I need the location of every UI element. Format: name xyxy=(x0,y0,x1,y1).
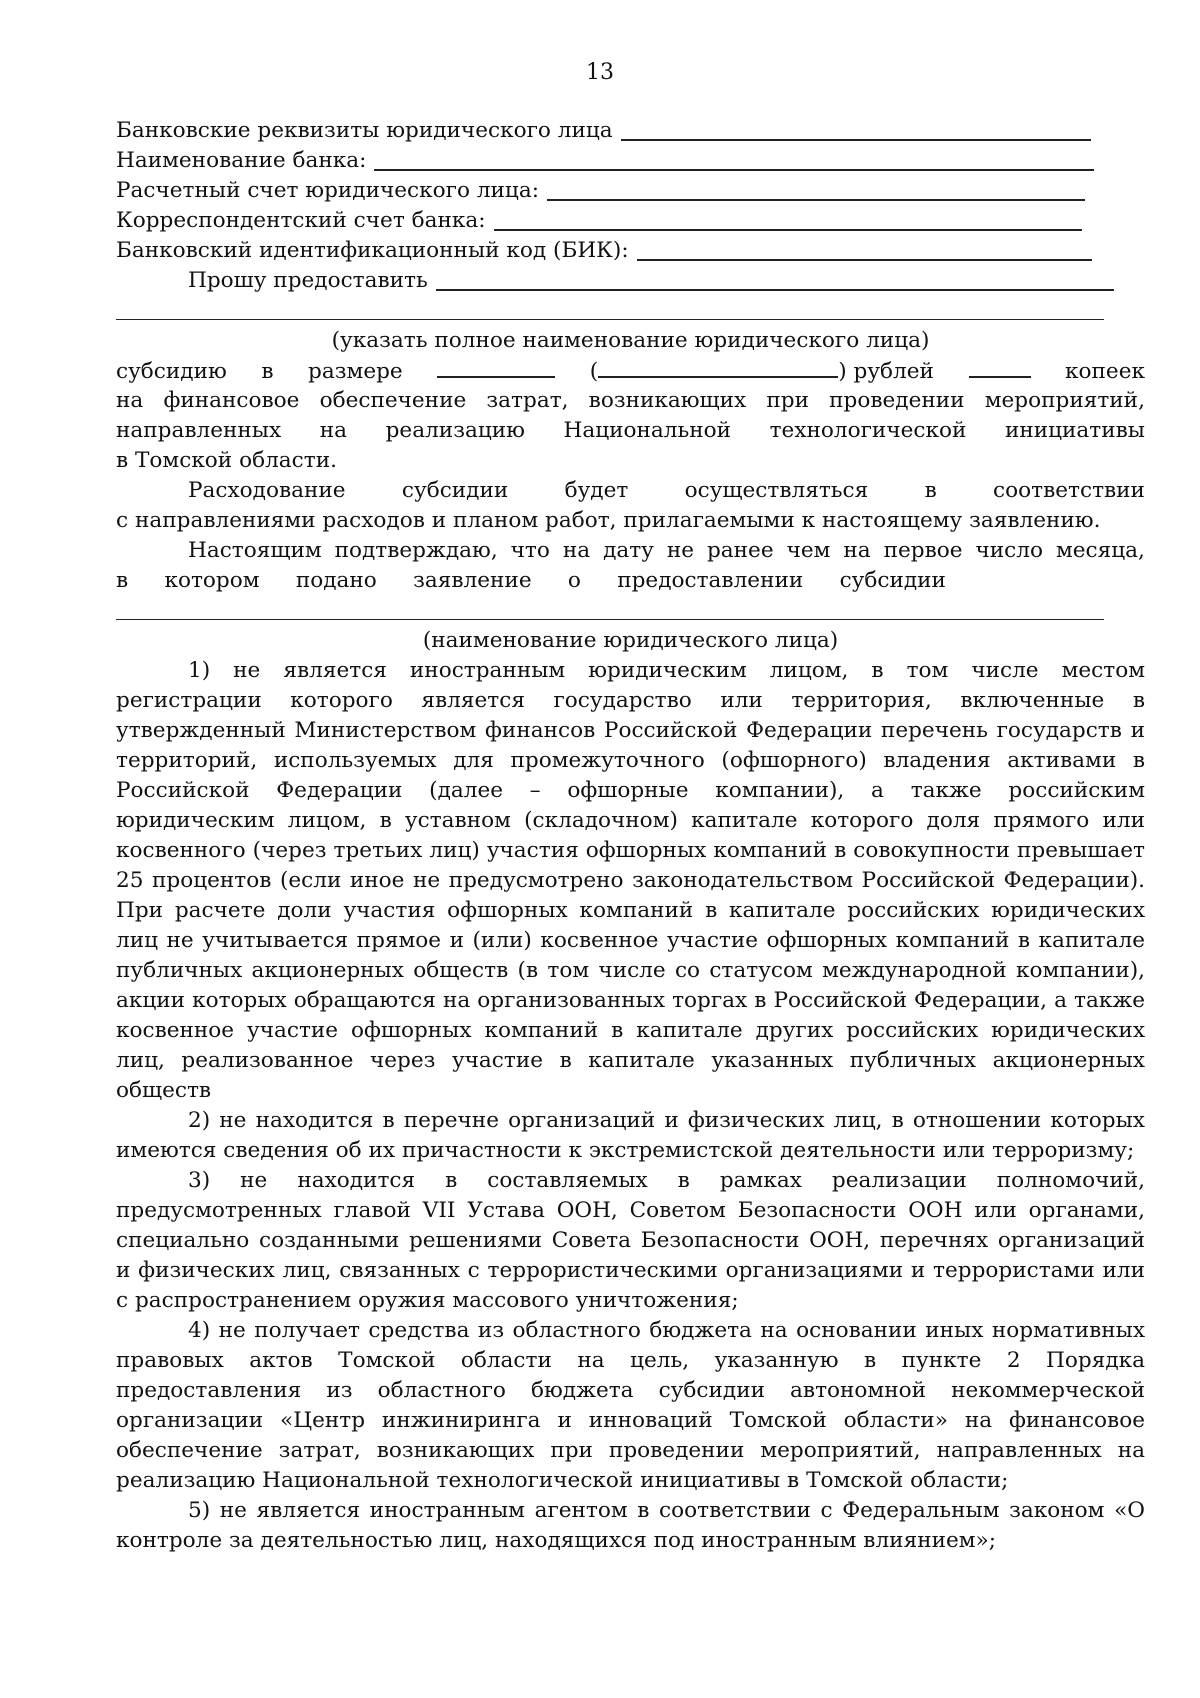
purpose-line-2 xyxy=(116,416,1145,446)
item-2 xyxy=(116,1106,1145,1166)
word: будет xyxy=(564,478,629,503)
word: Настоящим xyxy=(188,538,322,563)
word: размере xyxy=(308,359,403,384)
word: технологической xyxy=(769,418,967,443)
subsidy-amount-line xyxy=(116,356,1145,386)
word: на xyxy=(116,388,144,413)
word: при xyxy=(766,388,809,413)
request-label: Прошу предоставить xyxy=(188,268,428,293)
word: на xyxy=(319,418,348,443)
word: дату xyxy=(603,538,654,563)
blank-line xyxy=(436,289,1114,291)
word: мероприятий, xyxy=(984,388,1145,413)
bik-field xyxy=(116,236,1145,266)
blank-line xyxy=(374,169,1094,171)
item-text: 4) не получает средства из областного бюджета на основании иных нормативных правовых актов Томской области на цель, указанную в пункте 2 Порядка предоставления из областного бюджета субсидии автономной некоммерческой организации «Центр инжиниринга и инноваций Томской области» на финансовое обеспечение затрат, возникающих при проведении мероприятий, направленных на реализацию Национальной технологической инициативы в Томской области; xyxy=(116,1318,1145,1493)
word: в xyxy=(116,568,129,593)
page-number: 13 xyxy=(586,60,614,85)
open-paren: ( xyxy=(589,359,599,384)
amount-words-group xyxy=(590,356,934,387)
word: инициативы xyxy=(1004,418,1145,443)
word: не xyxy=(666,538,695,563)
request-field xyxy=(116,266,1145,296)
word: осуществляться xyxy=(684,478,869,503)
word: подано xyxy=(295,568,377,593)
word: котором xyxy=(164,568,260,593)
word: возникающих xyxy=(588,388,747,413)
amount-words-blank xyxy=(598,356,838,378)
word: затрат, xyxy=(486,388,569,413)
word: на xyxy=(562,538,591,563)
item-5 xyxy=(116,1496,1145,1556)
field-label: Банковские реквизиты юридического лица xyxy=(116,118,613,143)
word: на xyxy=(843,538,871,563)
blank-line xyxy=(621,139,1091,141)
field-label: Корреспондентский счет банка: xyxy=(116,208,486,233)
document-body xyxy=(116,116,1145,1556)
word: Расходование xyxy=(188,478,346,503)
word: первое xyxy=(883,538,963,563)
blank-line xyxy=(637,259,1092,261)
word: субсидии xyxy=(401,478,509,503)
item-text: 1) не является иностранным юридическим лицом, в том числе местом регистрации которого является государство или территория, включенные в утвержденный Министерством финансов Российской Федерации перечень государств и территорий, используемых для промежуточного (офшорного) владения активами в Российской Федерации (далее – офшорные компании), а также российским юридическим лицом, в уставном (складочном) капитале которого доля прямого или косвенного (через третьих лиц) участия офшорных компаний в совокупности превышает 25 процентов (если иное не предусмотрено законодательством Российской Федерации). При расчете доли участия офшорных компаний в капитале российских юридических лиц не учитывается прямое и (или) косвенное участие офшорных компаний в капитале публичных акционерных обществ (в том числе со статусом международной компании), акции которых обращаются на организованных торгах в Российской Федерации, а также косвенное участие офшорных компаний в капитале других российских юридических лиц, реализованное через участие в капитале указанных публичных акционерных обществ xyxy=(116,658,1145,1103)
spending-line-1 xyxy=(116,476,1145,506)
word: заявление xyxy=(413,568,532,593)
item-text: 5) не является иностранным агентом в соответствии с Федеральным законом «О контроле за деятельностью лиц, находящихся под иностранным влиянием»; xyxy=(116,1498,1145,1553)
item-text: 2) не находится в перечне организаций и физических лиц, в отношении которых имеются сведения об их причастности к экстремистской деятельности или терроризму; xyxy=(116,1108,1145,1163)
confirm-line-2 xyxy=(116,566,946,596)
word: подтверждаю, xyxy=(334,538,498,563)
confirm-line-1 xyxy=(116,536,1145,566)
rubles-word: ) рублей xyxy=(838,359,934,384)
field-label: Расчетный счет юридического лица: xyxy=(116,178,539,203)
field-label: Банковский идентификационный код (БИК): xyxy=(116,238,629,263)
word: проведении xyxy=(829,388,965,413)
word: направленных xyxy=(116,418,282,443)
word: чем xyxy=(786,538,831,563)
item-4 xyxy=(116,1316,1145,1496)
blank-line xyxy=(547,199,1085,201)
word: что xyxy=(510,538,550,563)
word: Национальной xyxy=(563,418,732,443)
correspondent-account-field xyxy=(116,206,1145,236)
kopecks-blank xyxy=(969,356,1031,378)
word: число xyxy=(975,538,1043,563)
word: предоставлении xyxy=(617,568,804,593)
word: в xyxy=(924,478,937,503)
entity-full-name-caption: (указать полное наименование юридического лица) xyxy=(331,328,930,353)
amount-blank xyxy=(437,356,555,378)
word: в xyxy=(261,359,274,384)
word: обеспечение xyxy=(319,388,467,413)
field-label: Наименование банка: xyxy=(116,148,367,173)
entity-name-rule xyxy=(116,596,1145,626)
bank-name-field xyxy=(116,146,1145,176)
word: о xyxy=(567,568,581,593)
spending-line-2: с направлениями расходов и планом работ, прилагаемыми к настоящему заявлению. xyxy=(116,508,1101,533)
word: субсидию xyxy=(116,359,227,384)
item-3 xyxy=(116,1166,1145,1316)
item-text: 3) не находится в составляемых в рамках реализации полномочий, предусмотренных главой VII Устава ООН, Советом Безопасности ООН или органами, специально созданными решениями Совета Безопасности ООН, перечнях организаций и физических лиц, связанных с террористическими организациями и террористами или с распространением оружия массового уничтожения; xyxy=(116,1168,1145,1313)
blank-line xyxy=(494,229,1082,231)
purpose-line-1 xyxy=(116,386,1145,416)
word: соответствии xyxy=(993,478,1145,503)
item-1 xyxy=(116,656,1145,1106)
word: финансовое xyxy=(163,388,300,413)
word: реализацию xyxy=(385,418,525,443)
entity-name-caption: (наименование юридического лица) xyxy=(422,628,839,653)
purpose-line-3: в Томской области. xyxy=(116,448,337,473)
settlement-account-field xyxy=(116,176,1145,206)
bank-details-field xyxy=(116,116,1145,146)
word: ранее xyxy=(706,538,774,563)
kopecks-word: копеек xyxy=(1065,359,1145,384)
word: субсидии xyxy=(839,568,946,593)
word: месяца, xyxy=(1055,538,1145,563)
entity-name-rule xyxy=(116,296,1145,326)
